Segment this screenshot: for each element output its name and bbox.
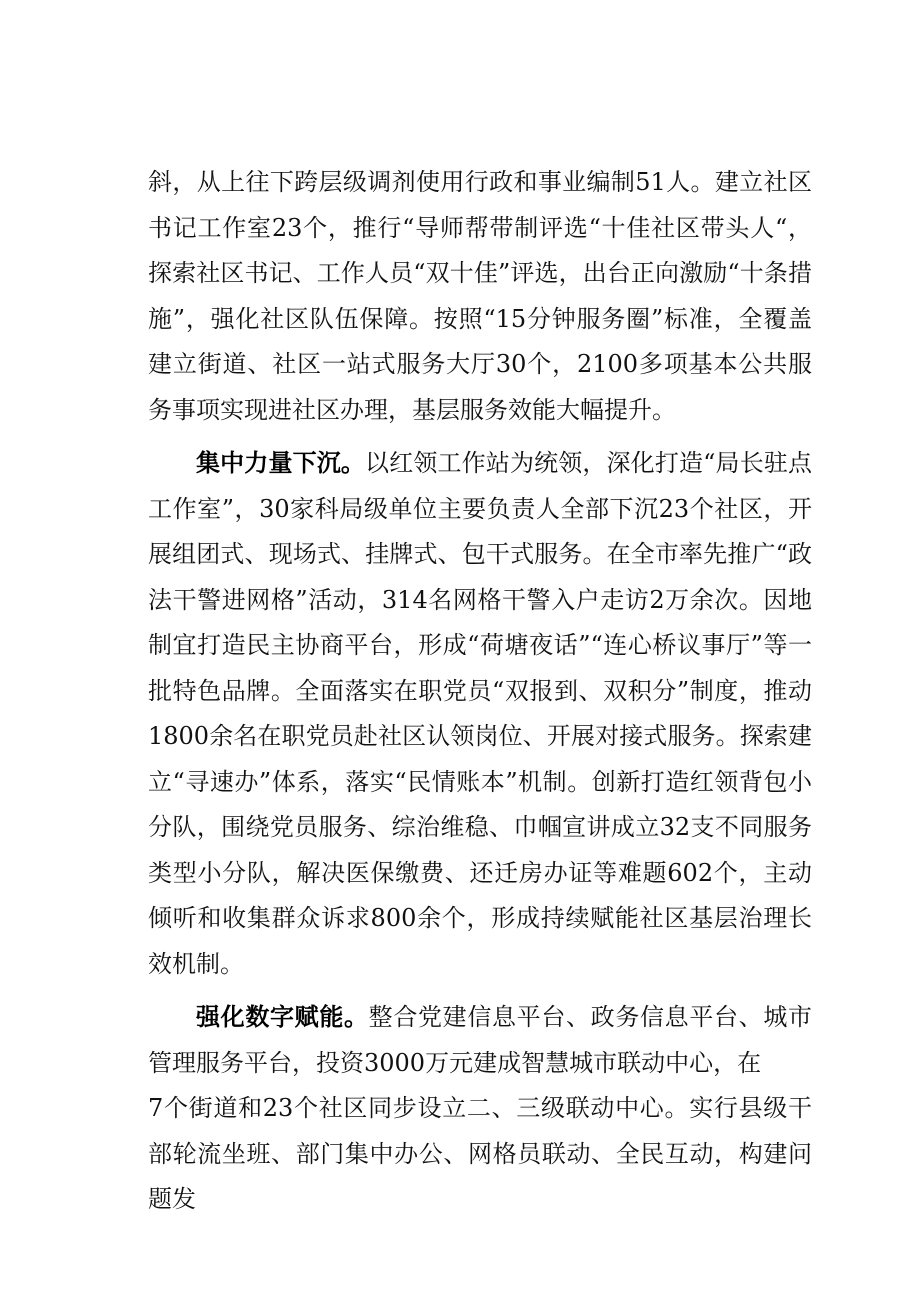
paragraph-4-text: 7个街道和23个社区同步设立二、三级联动中心。实行县级干部轮流坐班、部门集中办公、网格员联动、全民互动，构建问题发 — [148, 1094, 812, 1213]
paragraph-3-text: 整合党建信息平台、政务信息平台、城市管理服务平台，投资3000万元建成智慧城市联动中心，在 — [148, 1003, 813, 1077]
paragraph-3-heading: 强化数字赋能。 — [196, 1003, 369, 1031]
paragraph-3 — [148, 995, 812, 1086]
paragraph-2-text: 以红领工作站为统领，深化打造“局长驻点工作室”，30家科局级单位主要负责人全部下沉23个社区，开展组团式、现场式、挂牌式、包干式服务。在全市率先推广“政法干警进网格”活动，314名网格干警入户走访2万余次。因地制宜打造民主协商平台，形成“荷塘夜话”“连心桥议事厅”等一批特色品牌。全面落实在职党员“双报到、双积分”制度，推动1800余名在职党员赴社区认领岗位、开展对接式服务。探索建立“寻速办”体系，落实“民情账本”机制。创新打造红领背包小分队，围绕党员服务、综治维稳、巾帼宣讲成立32支不同服务类型小分队，解决医保缴费、还迁房办证等难题602个，主动倾听和收集群众诉求800余个，形成持续赋能社区基层治理长效机制。 — [148, 449, 812, 978]
paragraph-1 — [148, 160, 812, 433]
paragraph-2-heading: 集中力量下沉。 — [196, 449, 366, 477]
document-body — [148, 160, 812, 1231]
paragraph-4 — [148, 1086, 812, 1223]
paragraph-1-text: 斜，从上往下跨层级调剂使用行政和事业编制51人。建立社区书记工作室23个，推行“导师帮带制评选“十佳社区带头人“，探索社区书记、工作人员“双十佳”评选，出台正向激励“十条措施”，强化社区队伍保障。按照“15分钟服务圈”标准，全覆盖建立街道、社区一站式服务大厅30个，2100多项基本公共服务事项实现进社区办理，基层服务效能大幅提升。 — [148, 168, 812, 424]
paragraph-2 — [148, 441, 812, 987]
